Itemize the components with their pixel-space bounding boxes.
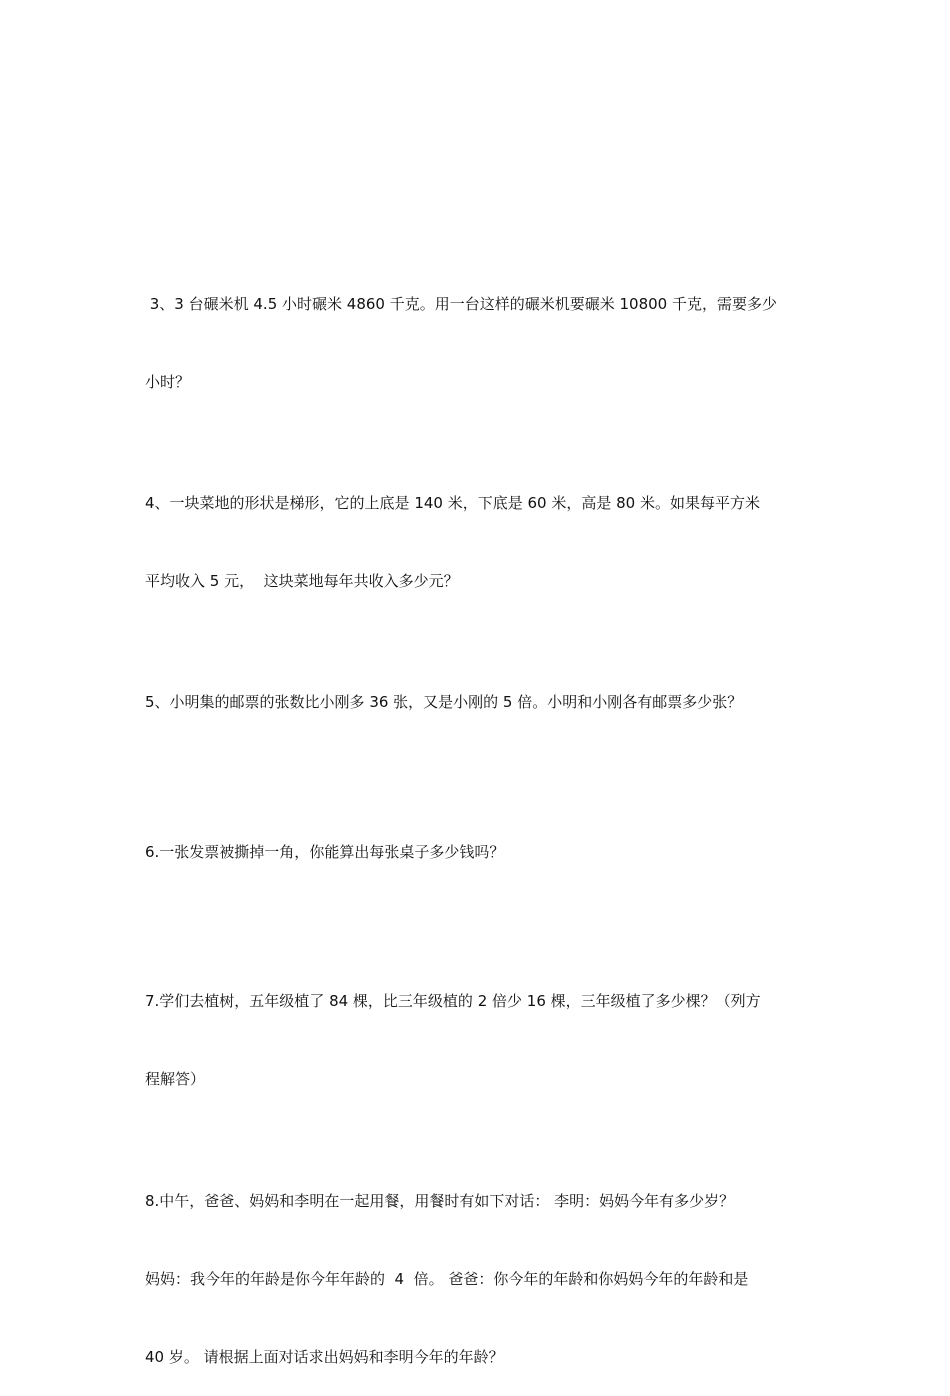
- question-8-line-1: 8.中午，爸爸、妈妈和李明在一起用餐，用餐时有如下对话： 李明：妈妈今年有多少岁？: [145, 1192, 735, 1210]
- question-4-line-2: 平均收入 5 元， 这块菜地每年共收入多少元？: [145, 572, 459, 590]
- question-3-line-2: 小时？: [145, 373, 191, 391]
- question-3: [145, 239, 810, 421]
- question-6: [145, 787, 810, 891]
- question-4-line-1: 4、一块菜地的形状是梯形，它的上底是 140 米，下底是 60 米，高是 80 米。如果每平方米: [145, 494, 760, 512]
- question-5: [145, 637, 810, 741]
- question-7-line-1: 7.学们去植树，五年级植了 84 棵，比三年级植的 2 倍少 16 棵，三年级植了多少棵？（列方: [145, 992, 761, 1010]
- question-7: [145, 936, 810, 1118]
- question-5-line-1: 5、小明集的邮票的张数比小刚多 36 张，又是小刚的 5 倍。小明和小刚各有邮票多少张？: [145, 693, 743, 711]
- question-3-line-1: 3、3 台碾米机 4.5 小时碾米 4860 千克。用一台这样的碾米机要碾米 10800 千克，需要多少: [145, 295, 777, 313]
- question-8: [145, 1136, 810, 1396]
- question-7-line-2: 程解答）: [145, 1070, 206, 1088]
- question-6-line-1: 6.一张发票被撕掉一角，你能算出每张桌子多少钱吗？: [145, 843, 505, 861]
- question-4: [145, 438, 810, 620]
- question-8-line-3: 40 岁。 请根据上面对话求出妈妈和李明今年的年龄？: [145, 1348, 504, 1366]
- question-8-line-2: 妈妈：我今年的年龄是你今年年龄的 4 倍。 爸爸：你今年的年龄和你妈妈今年的年龄和是: [145, 1270, 749, 1288]
